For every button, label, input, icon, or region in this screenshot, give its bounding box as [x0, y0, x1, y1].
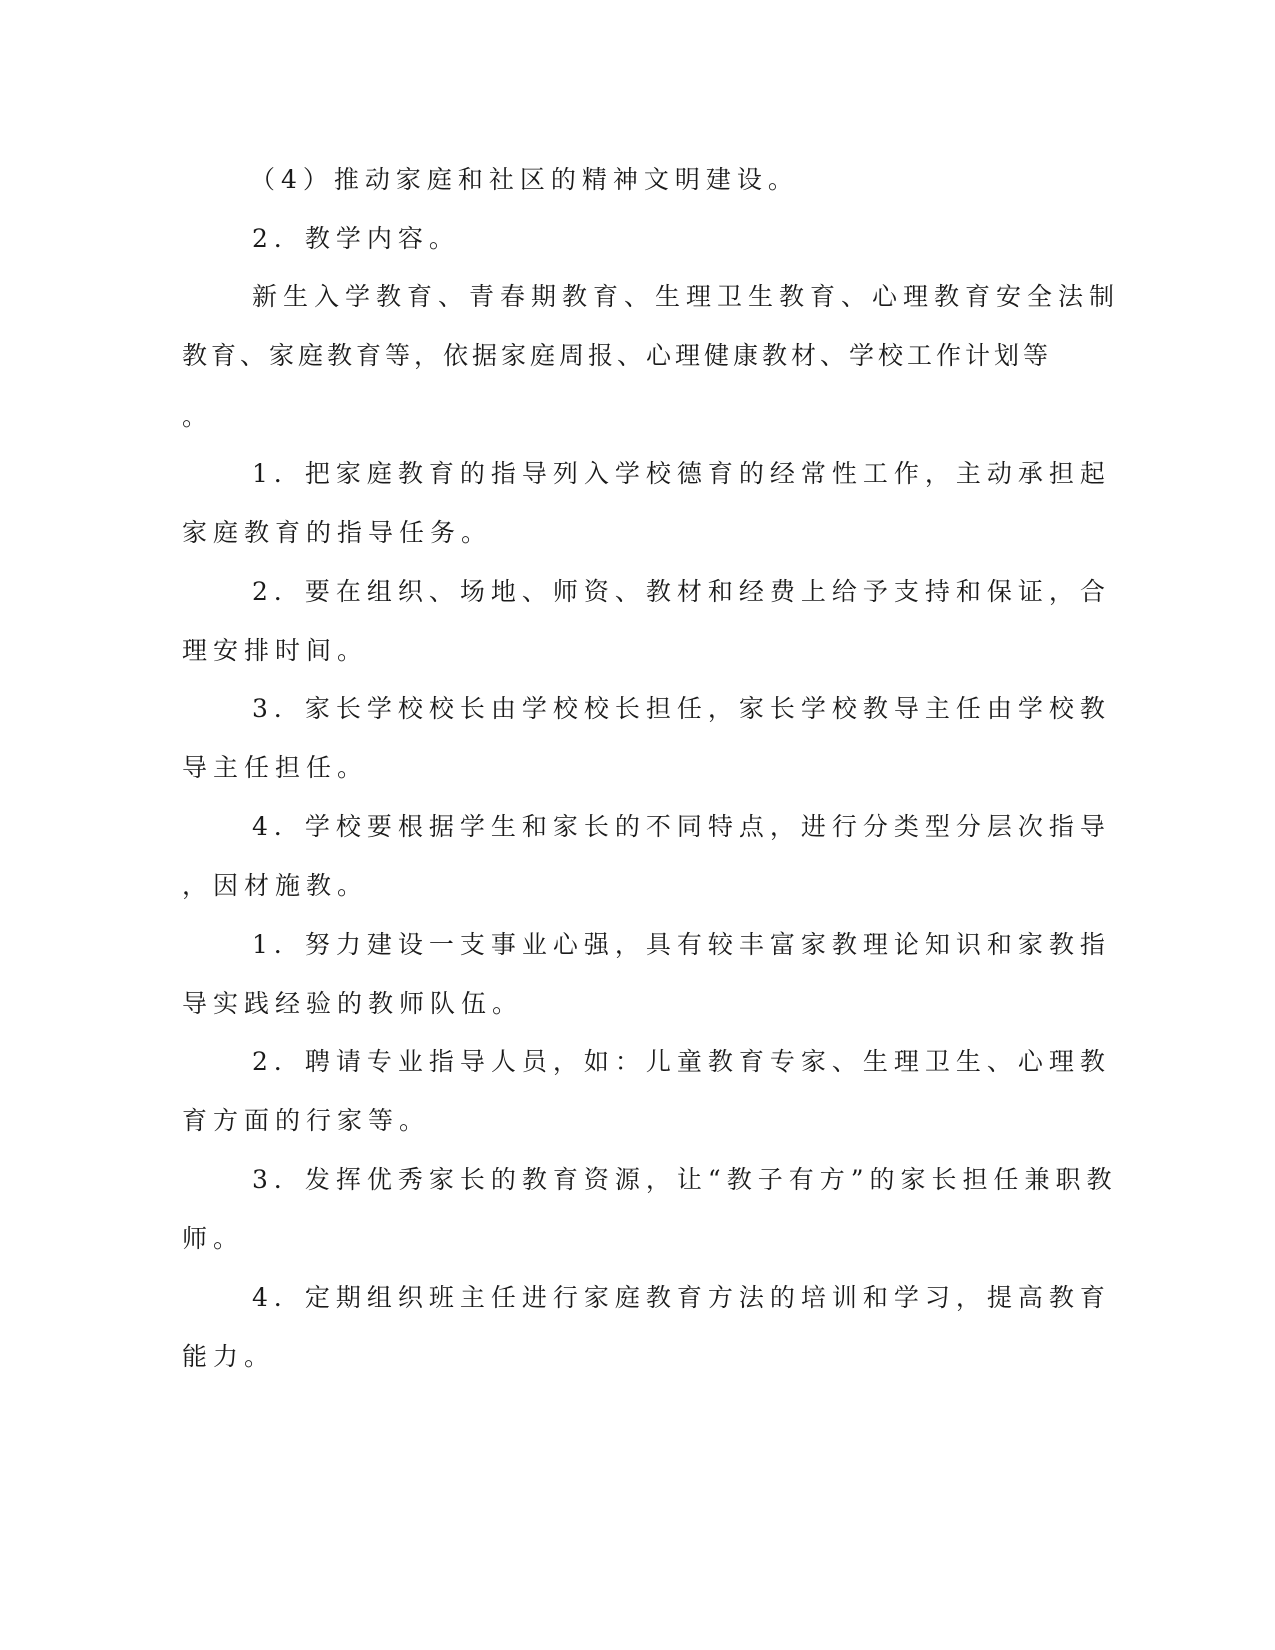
paragraph-line — [0, 336, 1275, 376]
section-heading — [0, 219, 1275, 259]
list-item — [0, 454, 1275, 494]
list-item — [0, 689, 1275, 729]
list-item-text: 导主任担任。 — [182, 753, 369, 782]
list-item — [0, 1042, 1275, 1082]
list-item-text: 理安排时间。 — [182, 636, 369, 665]
list-item — [0, 1278, 1275, 1318]
list-item — [0, 1337, 1275, 1377]
paragraph-text: 新生入学教育、青春期教育、生理卫生教育、心理教育安全法制 — [252, 282, 1121, 311]
list-item — [0, 748, 1275, 788]
list-item-text: 3．发挥优秀家长的教育资源，让“教子有方”的家长担任兼职教 — [252, 1165, 1118, 1194]
list-item-text: 能力。 — [182, 1342, 276, 1371]
list-item — [0, 1219, 1275, 1259]
list-item — [0, 513, 1275, 553]
paragraph-line — [0, 397, 1275, 437]
list-item-text: 4．定期组织班主任进行家庭教育方法的培训和学习，提高教育 — [252, 1283, 1111, 1312]
paragraph-text: （4）推动家庭和社区的精神文明建设。 — [250, 165, 799, 194]
list-item — [0, 572, 1275, 612]
list-item — [0, 984, 1275, 1024]
list-item-text: 导实践经验的教师队伍。 — [182, 989, 524, 1018]
list-item-text: 家庭教育的指导任务。 — [182, 518, 493, 547]
list-item-text: 4．学校要根据学生和家长的不同特点，进行分类型分层次指导 — [252, 812, 1111, 841]
list-item-text: 1．把家庭教育的指导列入学校德育的经常性工作，主动承担起 — [252, 459, 1111, 488]
list-item — [0, 1101, 1275, 1141]
list-item-text: 2．要在组织、场地、师资、教材和经费上给予支持和保证，合 — [252, 577, 1111, 606]
list-item-text: 师。 — [182, 1224, 245, 1253]
list-item — [0, 925, 1275, 965]
paragraph-text: 教育、家庭教育等，依据家庭周报、心理健康教材、学校工作计划等 — [182, 341, 1053, 370]
list-item — [0, 807, 1275, 847]
section-heading-text: 2．教学内容。 — [252, 224, 460, 253]
list-item — [0, 866, 1275, 906]
list-item-text: 育方面的行家等。 — [182, 1106, 431, 1135]
paragraph-text: 。 — [182, 402, 214, 431]
list-item — [0, 631, 1275, 671]
list-item-text: 2．聘请专业指导人员，如：儿童教育专家、生理卫生、心理教 — [252, 1047, 1111, 1076]
list-item-text: ，因材施教。 — [182, 871, 369, 900]
paragraph-line — [0, 160, 1275, 200]
paragraph-line — [0, 277, 1275, 317]
list-item-text: 3．家长学校校长由学校校长担任，家长学校教导主任由学校教 — [252, 694, 1111, 723]
list-item — [0, 1160, 1275, 1200]
list-item-text: 1．努力建设一支事业心强，具有较丰富家教理论知识和家教指 — [252, 930, 1111, 959]
